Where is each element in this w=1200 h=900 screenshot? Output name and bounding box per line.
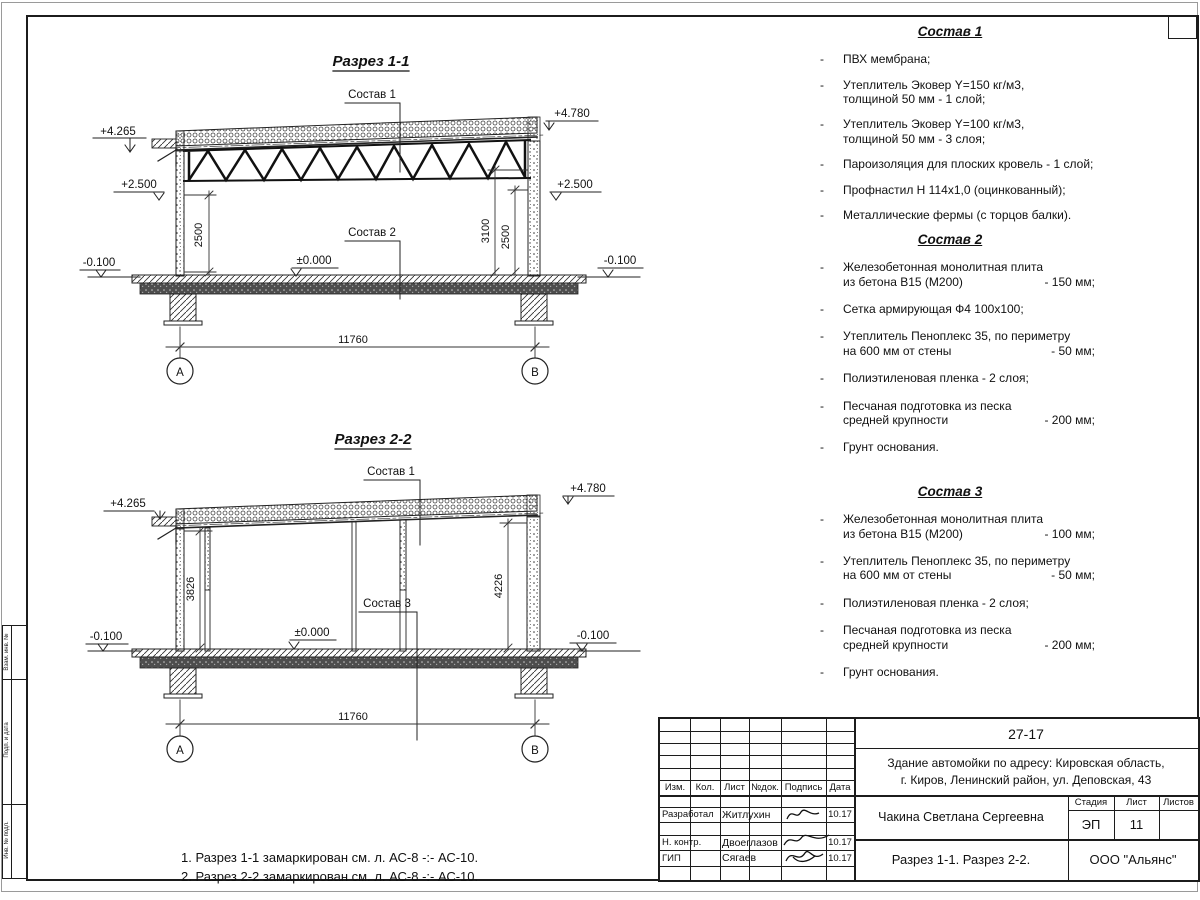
dash-marker: - [820, 77, 824, 92]
tb-line [660, 743, 854, 744]
side-stamp-label: Инв. № подл. [4, 821, 10, 859]
composition-3-list [812, 484, 1148, 692]
list-item [812, 329, 1148, 358]
elev-right-mid: +2.500 [557, 179, 593, 191]
side-stamp-line [3, 804, 26, 805]
tb-sheet-label: Лист [1126, 797, 1147, 808]
dash-marker: - [820, 371, 824, 386]
item-text: толщиной 50 мм - 1 слой; [843, 91, 986, 106]
list-item [812, 512, 1148, 541]
tb-line [660, 731, 854, 732]
section-1-floor [88, 275, 640, 294]
item-text: Железобетонная монолитная плита [843, 260, 1044, 275]
dash-marker: - [820, 664, 824, 679]
section-2-axis-right: В [531, 745, 539, 757]
section-2-sostav1-label: Состав 1 [367, 466, 415, 478]
elev2-left-top: +4.265 [110, 498, 146, 510]
section-1-truss [184, 140, 530, 181]
item-text: Песчаная подготовка из песка [843, 623, 1012, 638]
item-text: средней крупности [843, 637, 949, 652]
item-text: Утеплитель Пеноплекс 35, по периметру [843, 553, 1071, 568]
tb-col-list: Лист [724, 782, 745, 793]
elev2-right-top: +4.780 [570, 483, 606, 495]
section-1-dim-right-inner: 3100 [480, 218, 492, 244]
list-item [812, 260, 1148, 289]
elev-ground-left: -0.100 [82, 257, 116, 269]
dash-marker: - [820, 623, 824, 638]
tb-sheet-value: 11 [1129, 817, 1144, 832]
section-1-span-axes [166, 327, 549, 384]
tb-role-developer: Разработал [662, 809, 714, 820]
section-1-title: Разрез 1-1 [332, 53, 410, 70]
item-value: - 50 мм; [1051, 568, 1095, 583]
elev2-ground-right: -0.100 [576, 630, 610, 642]
tb-sheets-value [1159, 810, 1198, 839]
dash-marker: - [820, 440, 824, 455]
side-stamp-label: Взам. инв. № [4, 633, 10, 671]
signature-gip [781, 845, 831, 867]
list-item [812, 183, 1148, 197]
section-1-axis-right: В [531, 367, 539, 379]
section-2-dim-right: 4226 [493, 573, 505, 599]
section-2-axis-left: А [176, 745, 184, 757]
section-2-title: Разрез 2-2 [334, 431, 412, 448]
dash-marker: - [820, 553, 824, 568]
item-text: на 600 мм от стены [843, 343, 952, 358]
section-1-axis-left: А [176, 367, 184, 379]
section-2-foundations [164, 668, 553, 698]
tb-company: ООО "Альянс" [1089, 852, 1177, 867]
composition-2-list [812, 232, 1148, 468]
section-2-span-axes [166, 700, 549, 762]
list-item [812, 117, 1148, 146]
tb-name-gip: Сягаев [722, 852, 757, 864]
section-1-walls [176, 141, 540, 276]
composition-1-list [812, 24, 1148, 233]
signature-developer [783, 804, 825, 824]
tb-date-ncontrol: 10.17 [828, 837, 852, 848]
item-text: Утеплитель Эковер Y=150 кг/м3, [843, 77, 1025, 92]
tb-line [660, 768, 854, 769]
section-2-dim-left: 3826 [185, 576, 197, 602]
list-item [812, 371, 1148, 385]
tb-object-line2: г. Киров, Ленинский район, ул. Деповская, 43 [900, 772, 1152, 787]
note-line: 2. Разрез 2-2 замаркирован см. л. АС-8 -:- АС-10. [181, 868, 479, 884]
tb-doc-number: 27-17 [1008, 725, 1044, 742]
item-text: из бетона В15 (М200) [843, 274, 963, 289]
section-1-vertical-dims [184, 166, 528, 276]
list-item [812, 596, 1148, 610]
item-text: Грунт основания. [843, 664, 939, 679]
elev-ground-right: -0.100 [603, 255, 637, 267]
title-block [658, 717, 1200, 882]
elev-right-top: +4.780 [554, 108, 590, 120]
item-value: - 50 мм; [1051, 343, 1095, 358]
item-text: Грунт основания. [843, 440, 939, 455]
item-text: из бетона В15 (М200) [843, 526, 963, 541]
dash-marker: - [820, 329, 824, 344]
dash-marker: - [820, 512, 824, 527]
section-2-sostav3-label: Состав 3 [363, 598, 411, 610]
dash-marker: - [820, 157, 824, 172]
section-1-span-dim: 11760 [338, 334, 368, 346]
composition-1-title: Состав 1 [917, 24, 983, 39]
section-2-drawing [86, 431, 640, 762]
tb-name-developer: Житлухин [722, 808, 771, 821]
list-item [812, 208, 1148, 222]
tb-stage-label: Стадия [1074, 797, 1108, 808]
tb-col-sign: Подпись [784, 782, 823, 793]
tb-author: Чакина Светлана Сергеевна [878, 810, 1044, 824]
item-text: на 600 мм от стены [843, 568, 952, 583]
tb-drawing-title: Разрез 1-1. Разрез 2-2. [891, 852, 1031, 867]
tb-col-izm: Изм. [664, 782, 686, 793]
tb-date-developer: 10.17 [828, 809, 852, 820]
section-1-leaders [345, 89, 400, 299]
item-text: ПВХ мембрана; [843, 52, 931, 67]
item-value: - 200 мм; [1044, 637, 1095, 652]
item-text: Профнастил Н 114х1,0 (оцинкованный); [843, 182, 1066, 197]
section-1-dim-right-outer: 2500 [500, 224, 512, 250]
item-text: Сетка армирующая Ф4 100х100; [843, 301, 1024, 316]
list-item [812, 52, 1148, 66]
elev-left-top: +4.265 [100, 126, 136, 138]
tb-col-kol: Кол. [695, 782, 715, 793]
dash-marker: - [820, 260, 824, 275]
tb-sheets-label: Листов [1163, 797, 1194, 808]
notes [181, 849, 478, 887]
side-stamp [2, 625, 27, 879]
item-text: Утеплитель Пеноплекс 35, по периметру [843, 329, 1071, 344]
composition-3-title: Состав 3 [917, 484, 983, 499]
item-text: Песчаная подготовка из песка [843, 398, 1012, 413]
list-item [812, 157, 1148, 171]
list-item [812, 554, 1148, 583]
side-stamp-line [3, 679, 26, 680]
item-text: Металлические фермы (с торцов балки). [843, 207, 1072, 222]
dash-marker: - [820, 301, 824, 316]
dash-marker: - [820, 117, 824, 132]
section-1-drawing [80, 53, 643, 384]
dash-marker: - [820, 207, 824, 222]
item-text: средней крупности [843, 412, 949, 427]
section-2-roof [152, 495, 545, 544]
section-1-sostav1-label: Состав 1 [348, 89, 396, 101]
list-item [812, 665, 1148, 679]
section-1-dim-left: 2500 [193, 222, 205, 248]
section-2-walls [176, 516, 540, 651]
dash-marker: - [820, 398, 824, 413]
section-1-foundations [164, 294, 553, 325]
item-value: - 200 мм; [1044, 412, 1095, 427]
tb-name-ncontrol: Двоеглазов [722, 836, 778, 849]
dash-marker: - [820, 595, 824, 610]
tb-col-date: Дата [829, 782, 851, 793]
note-line: 1. Разрез 1-1 замаркирован см. л. АС-8 -:- АС-10. [181, 850, 479, 865]
composition-2-title: Состав 2 [917, 232, 983, 247]
item-text: Пароизоляция для плоских кровель - 1 слой; [843, 157, 1094, 172]
section-2-span-dim: 11760 [338, 711, 368, 723]
tb-role-gip: ГИП [662, 852, 681, 864]
tb-date-gip: 10.17 [828, 852, 852, 864]
item-text: Железобетонная монолитная плита [843, 512, 1044, 527]
list-item [812, 623, 1148, 652]
elev2-ground-left: -0.100 [89, 631, 123, 643]
dash-marker: - [820, 52, 824, 67]
item-value: - 100 мм; [1044, 526, 1095, 541]
item-text: Утеплитель Эковер Y=100 кг/м3, [843, 117, 1025, 132]
list-item [812, 399, 1148, 428]
item-text: Полиэтиленовая пленка - 2 слоя; [843, 595, 1029, 610]
item-text: толщиной 50 мм - 3 слоя; [843, 131, 986, 146]
item-text: Полиэтиленовая пленка - 2 слоя; [843, 371, 1029, 386]
tb-object-line1: Здание автомойки по адресу: Кировская область, [887, 756, 1165, 771]
elev-zero: ±0.000 [296, 255, 332, 267]
tb-col-doc: №док. [751, 782, 779, 793]
side-stamp-divider [11, 626, 12, 878]
section-2-floor [88, 649, 640, 668]
list-item [812, 78, 1148, 107]
side-stamp-label: Подп. и дата [4, 722, 10, 758]
list-item [812, 302, 1148, 316]
tb-line [660, 755, 854, 756]
dash-marker: - [820, 182, 824, 197]
section-1-sostav2-label: Состав 2 [348, 227, 396, 239]
list-item [812, 440, 1148, 454]
elev-left-mid: +2.500 [121, 179, 157, 191]
tb-role-ncontrol: Н. контр. [662, 837, 702, 848]
elev2-zero: ±0.000 [294, 627, 330, 639]
item-value: - 150 мм; [1044, 274, 1095, 289]
tb-stage-value: ЭП [1081, 817, 1101, 832]
